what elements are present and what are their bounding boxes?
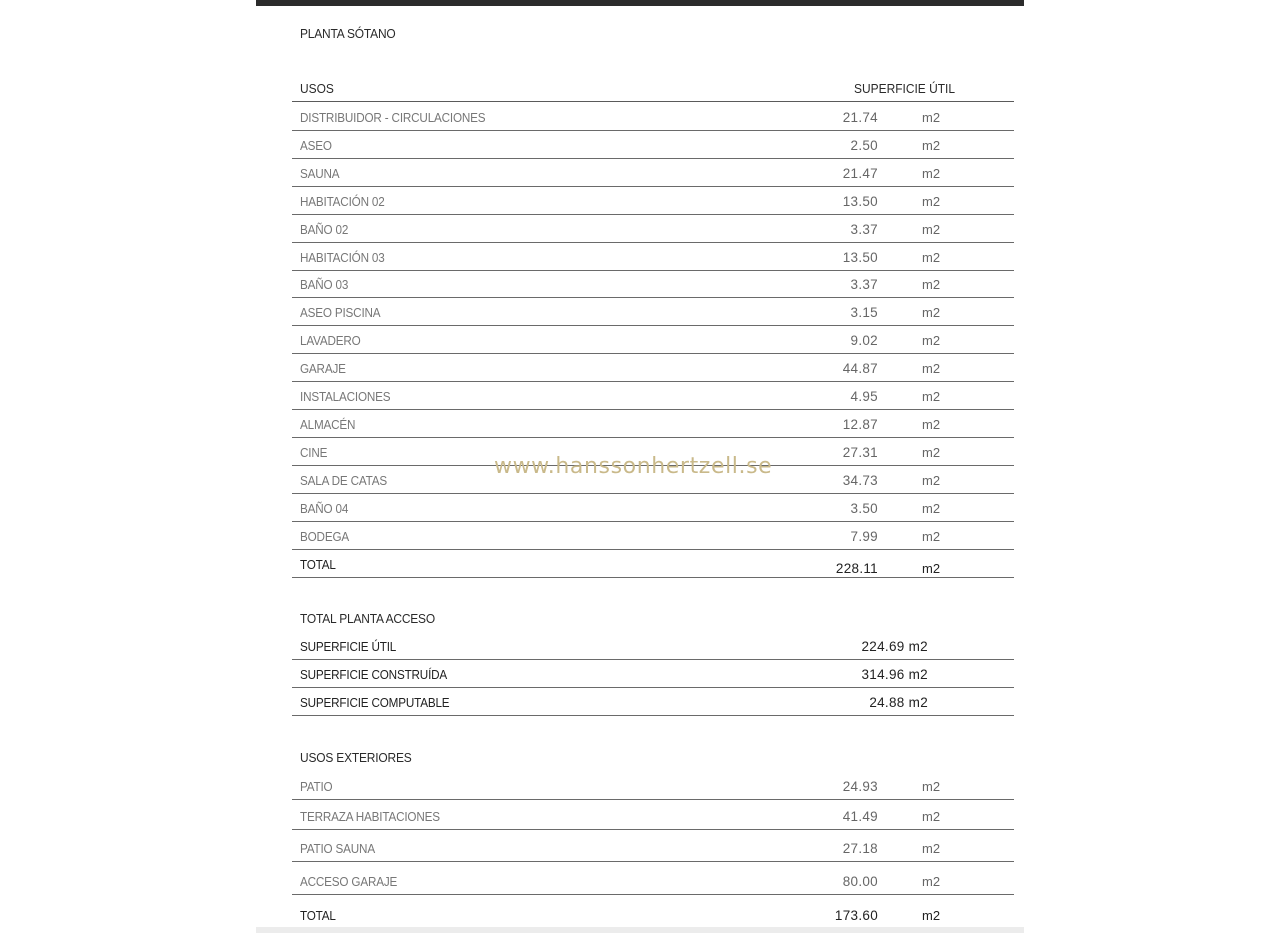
section-title-acceso: TOTAL PLANTA ACCESO <box>300 611 435 626</box>
section-title-sotano: PLANTA SÓTANO <box>300 26 396 41</box>
row-unit: m2 <box>922 221 941 237</box>
row-unit: m2 <box>922 193 941 209</box>
section-title-exteriores: USOS EXTERIORES <box>300 750 412 765</box>
total-value: 173.60 <box>834 908 878 923</box>
row-unit: m2 <box>922 779 941 794</box>
row-label: ASEO <box>300 137 332 153</box>
row-label: TERRAZA HABITACIONES <box>300 809 440 824</box>
row-unit: m2 <box>922 137 941 153</box>
row-label: DISTRIBUIDOR - CIRCULACIONES <box>300 110 486 125</box>
table-row <box>292 772 1014 800</box>
table-row <box>292 522 1014 550</box>
row-label: SALA DE CATAS <box>300 472 387 488</box>
column-header-usos: USOS <box>300 81 334 96</box>
table-row <box>292 410 1014 438</box>
row-value: 4.95 <box>850 389 878 404</box>
row-value: 41.49 <box>842 809 878 824</box>
row-unit: m2 <box>922 110 941 125</box>
row-label: SUPERFICIE ÚTIL <box>300 639 397 654</box>
row-value: 80.00 <box>842 874 878 889</box>
row-label: PATIO SAUNA <box>300 841 375 856</box>
row-unit: m2 <box>922 472 941 488</box>
table-row <box>292 494 1014 522</box>
table-row <box>292 326 1014 354</box>
table-row <box>292 298 1014 326</box>
row-unit: m2 <box>922 444 941 460</box>
row-unit: m2 <box>922 249 941 265</box>
row-unit: m2 <box>922 528 941 544</box>
row-label: BAÑO 03 <box>300 277 349 293</box>
row-value: 2.50 <box>850 137 878 153</box>
table-row <box>292 187 1014 215</box>
row-value: 24.88 m2 <box>869 695 928 710</box>
row-value: 13.50 <box>842 249 878 265</box>
row-unit: m2 <box>922 165 941 181</box>
total-unit: m2 <box>922 908 941 923</box>
row-label: SAUNA <box>300 165 340 181</box>
total-value: 228.11 <box>835 561 878 576</box>
row-unit: m2 <box>922 500 941 516</box>
table-row <box>292 862 1014 895</box>
row-value: 21.47 <box>842 165 878 181</box>
table-row <box>292 660 1014 688</box>
row-label: BAÑO 04 <box>300 500 349 516</box>
row-label: ALMACÉN <box>300 416 356 432</box>
row-label: BAÑO 02 <box>300 221 349 237</box>
row-value: 27.18 <box>842 841 878 856</box>
total-label: TOTAL <box>300 557 336 572</box>
total-row-sotano <box>292 551 1014 578</box>
table-row <box>292 270 1014 298</box>
row-label: INSTALACIONES <box>300 389 391 404</box>
row-label: HABITACIÓN 03 <box>300 249 385 265</box>
row-value: 44.87 <box>842 361 878 377</box>
table-row <box>292 215 1014 243</box>
table-row <box>292 830 1014 862</box>
row-value: 3.37 <box>850 277 878 293</box>
row-value: 3.50 <box>850 500 878 516</box>
table-row <box>292 243 1014 271</box>
row-unit: m2 <box>922 333 941 349</box>
table-row <box>292 632 1014 660</box>
table-row <box>292 131 1014 159</box>
total-row-exteriores <box>292 901 1014 929</box>
page-shadow <box>256 927 1024 933</box>
row-unit: m2 <box>922 277 941 293</box>
row-value: 24.93 <box>842 779 878 794</box>
table-row <box>292 159 1014 187</box>
row-label: SUPERFICIE CONSTRUÍDA <box>300 667 448 682</box>
row-value: 7.99 <box>850 528 878 544</box>
row-unit: m2 <box>922 389 941 404</box>
row-unit: m2 <box>922 874 941 889</box>
table-row <box>292 354 1014 382</box>
table-row <box>292 103 1014 131</box>
row-value: 9.02 <box>850 333 878 349</box>
row-value: 21.74 <box>842 110 878 125</box>
column-header-superficie: SUPERFICIE ÚTIL <box>854 81 956 96</box>
table-row <box>292 688 1014 716</box>
row-label: SUPERFICIE COMPUTABLE <box>300 695 450 710</box>
row-label: HABITACIÓN 02 <box>300 193 385 209</box>
row-value: 34.73 <box>842 472 878 488</box>
row-unit: m2 <box>922 305 941 321</box>
row-value: 27.31 <box>842 444 878 460</box>
row-value: 3.37 <box>850 221 878 237</box>
row-label: GARAJE <box>300 361 346 377</box>
row-unit: m2 <box>922 361 941 377</box>
row-label: LAVADERO <box>300 333 361 349</box>
row-unit: m2 <box>922 416 941 432</box>
row-label: ASEO PISCINA <box>300 305 381 321</box>
row-unit: m2 <box>922 809 941 824</box>
row-value: 13.50 <box>842 193 878 209</box>
total-unit: m2 <box>922 561 941 576</box>
row-value: 12.87 <box>842 416 878 432</box>
row-label: ACCESO GARAJE <box>300 874 398 889</box>
row-value: 3.15 <box>850 305 878 321</box>
watermark: www.hanssonhertzell.se <box>494 454 773 479</box>
row-unit: m2 <box>922 841 941 856</box>
row-label: CINE <box>300 444 328 460</box>
row-label: PATIO <box>300 779 333 794</box>
row-value: 314.96 m2 <box>861 667 928 682</box>
row-value: 224.69 m2 <box>861 639 928 654</box>
table-row <box>292 382 1014 410</box>
table-header-sotano <box>292 76 1014 102</box>
total-label: TOTAL <box>300 908 336 923</box>
table-row <box>292 800 1014 830</box>
row-label: BODEGA <box>300 528 349 544</box>
